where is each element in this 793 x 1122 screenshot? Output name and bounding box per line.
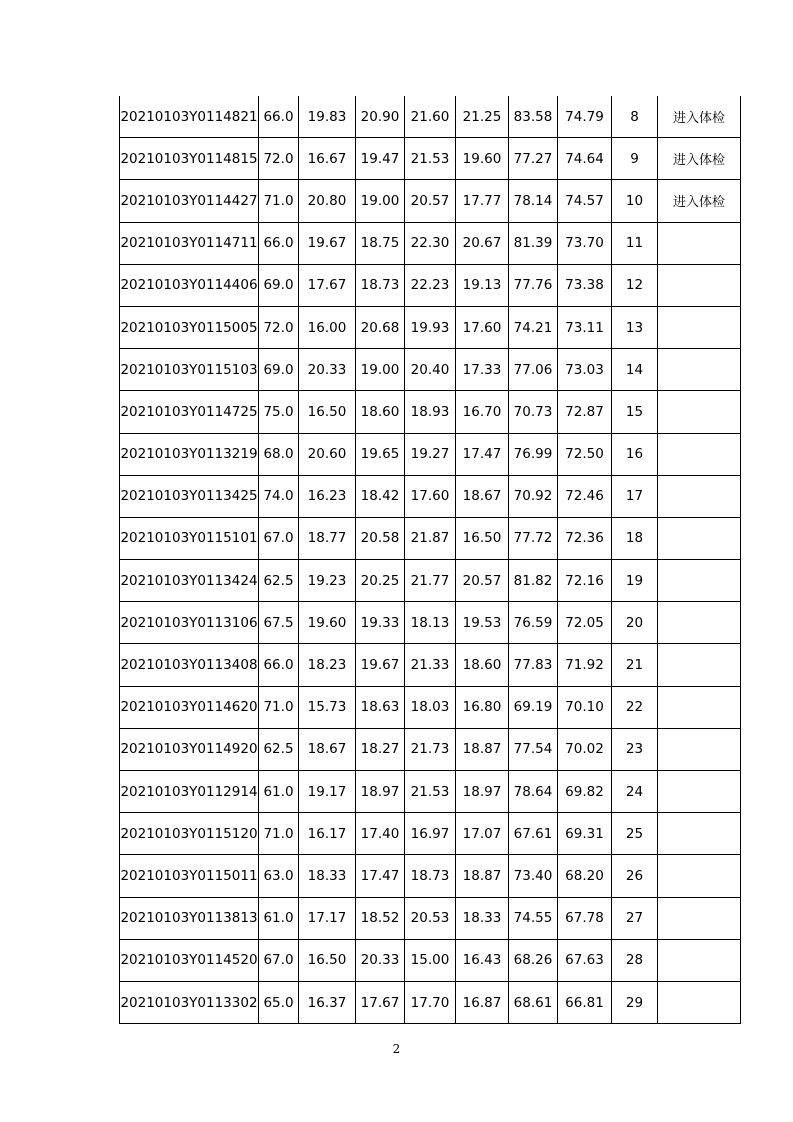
- score-cell-1: 67.0: [259, 939, 299, 981]
- score-cell-5: 17.77: [456, 180, 509, 222]
- total-score-cell: 70.02: [558, 728, 612, 770]
- score-cell-3: 17.47: [356, 855, 405, 897]
- exam-id-cell: 20210103Y0115120: [120, 813, 259, 855]
- status-cell: 进入体检: [658, 180, 741, 222]
- score-cell-2: 17.17: [299, 897, 356, 939]
- score-cell-4: 21.77: [405, 560, 456, 602]
- exam-id-cell: 20210103Y0115103: [120, 349, 259, 391]
- score-cell-4: 22.30: [405, 222, 456, 264]
- score-cell-3: 18.97: [356, 771, 405, 813]
- score-cell-4: 21.87: [405, 517, 456, 559]
- score-cell-2: 20.33: [299, 349, 356, 391]
- status-cell: [658, 560, 741, 602]
- exam-id-cell: 20210103Y0115011: [120, 855, 259, 897]
- score-cell-5: 18.60: [456, 644, 509, 686]
- rank-cell: 8: [612, 96, 658, 138]
- total-score-cell: 73.11: [558, 306, 612, 348]
- score-cell-1: 68.0: [259, 433, 299, 475]
- total-score-cell: 73.38: [558, 264, 612, 306]
- table-row: [120, 813, 741, 855]
- score-cell-6: 69.19: [509, 686, 558, 728]
- status-cell: [658, 644, 741, 686]
- score-cell-3: 18.63: [356, 686, 405, 728]
- status-cell: 进入体检: [658, 96, 741, 138]
- status-cell: [658, 433, 741, 475]
- table-row: [120, 306, 741, 348]
- score-cell-1: 63.0: [259, 855, 299, 897]
- score-cell-1: 75.0: [259, 391, 299, 433]
- total-score-cell: 67.78: [558, 897, 612, 939]
- score-cell-6: 77.83: [509, 644, 558, 686]
- score-cell-2: 16.23: [299, 475, 356, 517]
- score-cell-3: 20.25: [356, 560, 405, 602]
- score-cell-6: 67.61: [509, 813, 558, 855]
- score-cell-3: 17.67: [356, 981, 405, 1023]
- score-cell-2: 20.80: [299, 180, 356, 222]
- table-row: [120, 264, 741, 306]
- score-cell-1: 67.5: [259, 602, 299, 644]
- score-cell-3: 18.73: [356, 264, 405, 306]
- exam-id-cell: 20210103Y0114711: [120, 222, 259, 264]
- rank-cell: 29: [612, 981, 658, 1023]
- score-cell-3: 20.90: [356, 96, 405, 138]
- rank-cell: 23: [612, 728, 658, 770]
- score-cell-1: 71.0: [259, 180, 299, 222]
- exam-id-cell: 20210103Y0113813: [120, 897, 259, 939]
- exam-id-cell: 20210103Y0114725: [120, 391, 259, 433]
- score-cell-5: 19.13: [456, 264, 509, 306]
- status-cell: [658, 686, 741, 728]
- score-cell-1: 66.0: [259, 644, 299, 686]
- total-score-cell: 72.36: [558, 517, 612, 559]
- score-cell-1: 69.0: [259, 264, 299, 306]
- score-cell-3: 20.68: [356, 306, 405, 348]
- total-score-cell: 67.63: [558, 939, 612, 981]
- table-row: [120, 180, 741, 222]
- score-cell-3: 18.60: [356, 391, 405, 433]
- status-cell: [658, 855, 741, 897]
- score-cell-1: 66.0: [259, 222, 299, 264]
- score-cell-4: 20.53: [405, 897, 456, 939]
- score-cell-4: 19.27: [405, 433, 456, 475]
- score-cell-4: 18.73: [405, 855, 456, 897]
- exam-id-cell: 20210103Y0115101: [120, 517, 259, 559]
- score-cell-3: 19.67: [356, 644, 405, 686]
- table-row: [120, 644, 741, 686]
- score-cell-4: 20.40: [405, 349, 456, 391]
- score-cell-5: 19.53: [456, 602, 509, 644]
- rank-cell: 16: [612, 433, 658, 475]
- score-cell-1: 69.0: [259, 349, 299, 391]
- total-score-cell: 74.64: [558, 138, 612, 180]
- table-row: [120, 981, 741, 1023]
- exam-id-cell: 20210103Y0113425: [120, 475, 259, 517]
- score-cell-3: 19.00: [356, 349, 405, 391]
- table-row: [120, 517, 741, 559]
- total-score-cell: 72.05: [558, 602, 612, 644]
- score-cell-5: 18.87: [456, 728, 509, 770]
- score-cell-4: 21.33: [405, 644, 456, 686]
- score-cell-1: 74.0: [259, 475, 299, 517]
- score-cell-3: 20.33: [356, 939, 405, 981]
- score-cell-4: 21.73: [405, 728, 456, 770]
- score-cell-2: 18.67: [299, 728, 356, 770]
- score-cell-5: 16.50: [456, 517, 509, 559]
- score-cell-6: 77.06: [509, 349, 558, 391]
- score-cell-6: 70.92: [509, 475, 558, 517]
- rank-cell: 10: [612, 180, 658, 222]
- score-cell-4: 16.97: [405, 813, 456, 855]
- total-score-cell: 73.70: [558, 222, 612, 264]
- score-cell-4: 22.23: [405, 264, 456, 306]
- rank-cell: 25: [612, 813, 658, 855]
- score-cell-1: 66.0: [259, 96, 299, 138]
- score-cell-5: 20.57: [456, 560, 509, 602]
- total-score-cell: 72.87: [558, 391, 612, 433]
- table-row: [120, 222, 741, 264]
- rank-cell: 19: [612, 560, 658, 602]
- status-cell: [658, 264, 741, 306]
- status-cell: [658, 222, 741, 264]
- score-cell-5: 16.70: [456, 391, 509, 433]
- score-cell-5: 21.25: [456, 96, 509, 138]
- score-cell-3: 18.42: [356, 475, 405, 517]
- score-cell-1: 61.0: [259, 897, 299, 939]
- score-cell-2: 16.37: [299, 981, 356, 1023]
- score-cell-2: 16.67: [299, 138, 356, 180]
- rank-cell: 13: [612, 306, 658, 348]
- score-cell-1: 72.0: [259, 138, 299, 180]
- exam-id-cell: 20210103Y0114821: [120, 96, 259, 138]
- score-cell-4: 19.93: [405, 306, 456, 348]
- table-row: [120, 771, 741, 813]
- score-cell-4: 20.57: [405, 180, 456, 222]
- rank-cell: 12: [612, 264, 658, 306]
- score-cell-6: 77.27: [509, 138, 558, 180]
- score-cell-1: 67.0: [259, 517, 299, 559]
- total-score-cell: 69.31: [558, 813, 612, 855]
- status-cell: [658, 349, 741, 391]
- rank-cell: 24: [612, 771, 658, 813]
- exam-id-cell: 20210103Y0114815: [120, 138, 259, 180]
- score-cell-4: 18.93: [405, 391, 456, 433]
- score-cell-1: 71.0: [259, 813, 299, 855]
- rank-cell: 11: [612, 222, 658, 264]
- table-row: [120, 897, 741, 939]
- total-score-cell: 69.82: [558, 771, 612, 813]
- score-cell-3: 20.58: [356, 517, 405, 559]
- table-row: [120, 686, 741, 728]
- score-cell-4: 17.60: [405, 475, 456, 517]
- results-table: [119, 96, 741, 1024]
- score-cell-2: 19.23: [299, 560, 356, 602]
- score-cell-5: 16.80: [456, 686, 509, 728]
- status-cell: [658, 517, 741, 559]
- total-score-cell: 72.16: [558, 560, 612, 602]
- status-cell: [658, 391, 741, 433]
- table-row: [120, 138, 741, 180]
- status-cell: 进入体检: [658, 138, 741, 180]
- score-cell-5: 18.97: [456, 771, 509, 813]
- table-row: [120, 475, 741, 517]
- table-row: [120, 349, 741, 391]
- score-cell-1: 61.0: [259, 771, 299, 813]
- score-cell-3: 18.75: [356, 222, 405, 264]
- rank-cell: 27: [612, 897, 658, 939]
- score-cell-2: 18.77: [299, 517, 356, 559]
- total-score-cell: 66.81: [558, 981, 612, 1023]
- score-cell-3: 19.65: [356, 433, 405, 475]
- score-cell-6: 78.64: [509, 771, 558, 813]
- exam-id-cell: 20210103Y0113424: [120, 560, 259, 602]
- status-cell: [658, 306, 741, 348]
- score-cell-6: 77.72: [509, 517, 558, 559]
- status-cell: [658, 728, 741, 770]
- score-cell-5: 16.43: [456, 939, 509, 981]
- score-cell-5: 17.07: [456, 813, 509, 855]
- score-cell-3: 19.00: [356, 180, 405, 222]
- table-row: [120, 560, 741, 602]
- table-row: [120, 855, 741, 897]
- score-cell-1: 65.0: [259, 981, 299, 1023]
- rank-cell: 28: [612, 939, 658, 981]
- exam-id-cell: 20210103Y0114520: [120, 939, 259, 981]
- exam-id-cell: 20210103Y0113219: [120, 433, 259, 475]
- score-cell-5: 18.87: [456, 855, 509, 897]
- score-cell-2: 16.00: [299, 306, 356, 348]
- score-cell-4: 21.53: [405, 138, 456, 180]
- score-cell-4: 21.53: [405, 771, 456, 813]
- total-score-cell: 73.03: [558, 349, 612, 391]
- rank-cell: 15: [612, 391, 658, 433]
- score-cell-2: 16.50: [299, 391, 356, 433]
- status-cell: [658, 939, 741, 981]
- score-cell-2: 19.17: [299, 771, 356, 813]
- total-score-cell: 74.57: [558, 180, 612, 222]
- score-cell-3: 19.47: [356, 138, 405, 180]
- rank-cell: 17: [612, 475, 658, 517]
- score-cell-1: 72.0: [259, 306, 299, 348]
- score-cell-3: 18.52: [356, 897, 405, 939]
- score-cell-6: 68.61: [509, 981, 558, 1023]
- exam-id-cell: 20210103Y0114920: [120, 728, 259, 770]
- score-cell-2: 19.67: [299, 222, 356, 264]
- score-cell-5: 17.33: [456, 349, 509, 391]
- rank-cell: 21: [612, 644, 658, 686]
- table-row: [120, 391, 741, 433]
- score-cell-6: 73.40: [509, 855, 558, 897]
- score-cell-5: 17.47: [456, 433, 509, 475]
- score-cell-2: 16.50: [299, 939, 356, 981]
- score-cell-2: 15.73: [299, 686, 356, 728]
- total-score-cell: 70.10: [558, 686, 612, 728]
- score-cell-5: 20.67: [456, 222, 509, 264]
- score-cell-3: 18.27: [356, 728, 405, 770]
- total-score-cell: 71.92: [558, 644, 612, 686]
- table-row: [120, 433, 741, 475]
- table-body: [120, 96, 741, 1024]
- score-cell-6: 78.14: [509, 180, 558, 222]
- score-cell-2: 17.67: [299, 264, 356, 306]
- score-cell-2: 19.83: [299, 96, 356, 138]
- status-cell: [658, 981, 741, 1023]
- total-score-cell: 74.79: [558, 96, 612, 138]
- score-cell-5: 16.87: [456, 981, 509, 1023]
- exam-id-cell: 20210103Y0113408: [120, 644, 259, 686]
- score-cell-6: 74.21: [509, 306, 558, 348]
- rank-cell: 18: [612, 517, 658, 559]
- exam-id-cell: 20210103Y0115005: [120, 306, 259, 348]
- score-cell-5: 18.33: [456, 897, 509, 939]
- score-cell-4: 17.70: [405, 981, 456, 1023]
- score-cell-4: 21.60: [405, 96, 456, 138]
- rank-cell: 26: [612, 855, 658, 897]
- exam-id-cell: 20210103Y0114406: [120, 264, 259, 306]
- rank-cell: 9: [612, 138, 658, 180]
- score-cell-2: 19.60: [299, 602, 356, 644]
- score-cell-6: 81.39: [509, 222, 558, 264]
- score-cell-2: 18.23: [299, 644, 356, 686]
- score-cell-6: 74.55: [509, 897, 558, 939]
- score-cell-6: 77.76: [509, 264, 558, 306]
- score-cell-6: 68.26: [509, 939, 558, 981]
- rank-cell: 14: [612, 349, 658, 391]
- status-cell: [658, 771, 741, 813]
- rank-cell: 20: [612, 602, 658, 644]
- exam-id-cell: 20210103Y0112914: [120, 771, 259, 813]
- table-row: [120, 96, 741, 138]
- table-row: [120, 939, 741, 981]
- score-cell-1: 62.5: [259, 728, 299, 770]
- score-cell-4: 18.03: [405, 686, 456, 728]
- score-cell-5: 18.67: [456, 475, 509, 517]
- status-cell: [658, 475, 741, 517]
- score-cell-5: 17.60: [456, 306, 509, 348]
- page-number: 2: [392, 1042, 401, 1056]
- score-cell-1: 71.0: [259, 686, 299, 728]
- score-cell-4: 15.00: [405, 939, 456, 981]
- score-cell-6: 76.59: [509, 602, 558, 644]
- exam-id-cell: 20210103Y0113106: [120, 602, 259, 644]
- score-cell-6: 83.58: [509, 96, 558, 138]
- score-cell-5: 19.60: [456, 138, 509, 180]
- rank-cell: 22: [612, 686, 658, 728]
- exam-id-cell: 20210103Y0113302: [120, 981, 259, 1023]
- score-cell-3: 19.33: [356, 602, 405, 644]
- exam-id-cell: 20210103Y0114427: [120, 180, 259, 222]
- score-cell-6: 81.82: [509, 560, 558, 602]
- exam-id-cell: 20210103Y0114620: [120, 686, 259, 728]
- total-score-cell: 72.46: [558, 475, 612, 517]
- score-cell-1: 62.5: [259, 560, 299, 602]
- score-cell-3: 17.40: [356, 813, 405, 855]
- score-cell-6: 76.99: [509, 433, 558, 475]
- table-row: [120, 602, 741, 644]
- score-cell-6: 70.73: [509, 391, 558, 433]
- status-cell: [658, 897, 741, 939]
- score-cell-6: 77.54: [509, 728, 558, 770]
- total-score-cell: 72.50: [558, 433, 612, 475]
- score-cell-2: 16.17: [299, 813, 356, 855]
- score-cell-4: 18.13: [405, 602, 456, 644]
- score-cell-2: 18.33: [299, 855, 356, 897]
- status-cell: [658, 813, 741, 855]
- score-cell-2: 20.60: [299, 433, 356, 475]
- status-cell: [658, 602, 741, 644]
- table-row: [120, 728, 741, 770]
- total-score-cell: 68.20: [558, 855, 612, 897]
